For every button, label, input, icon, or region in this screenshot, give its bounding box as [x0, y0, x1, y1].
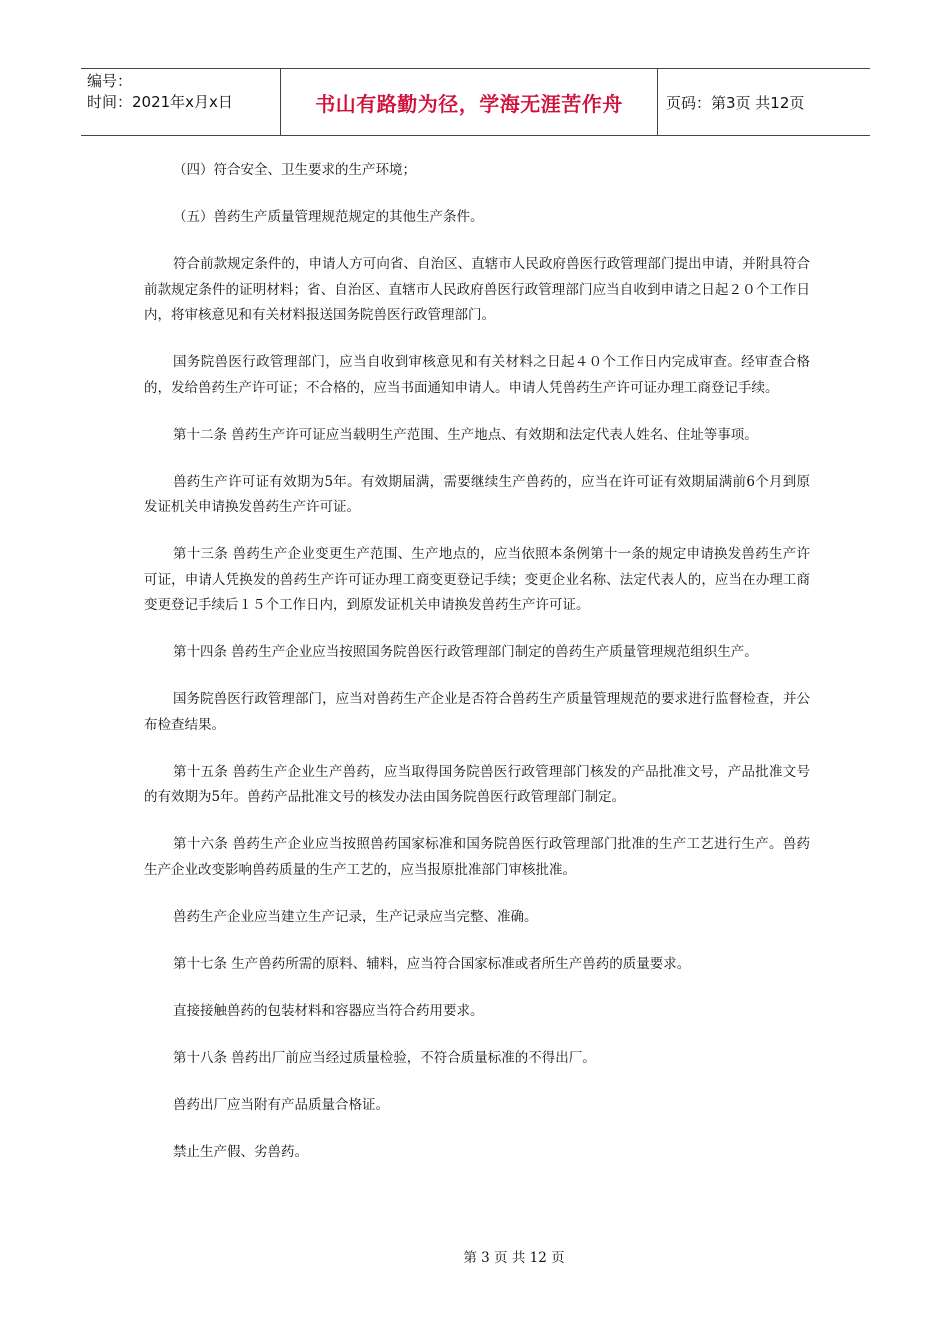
paragraph: 第十八条 兽药出厂前应当经过质量检验，不符合质量标准的不得出厂。 — [173, 1049, 596, 1066]
paragraph: 第十四条 兽药生产企业应当按照国务院兽医行政管理部门制定的兽药生产质量管理规范组织生产。 — [173, 644, 758, 660]
paragraph: 兽药生产许可证有效期为5年。有效期届满，需要继续生产兽药的，应当在许可证有效期届满前6个月到原发证机关申请换发兽药生产许可证。 — [144, 473, 810, 515]
paragraph: （四）符合安全、卫生要求的生产环境； — [173, 162, 416, 178]
header-page-indicator: 页码：第3页 共12页 — [666, 93, 805, 112]
document-time-label: 时间：2021年x月x日 — [87, 93, 233, 111]
document-body — [144, 158, 810, 1187]
paragraph: 直接接触兽药的包装材料和容器应当符合药用要求。 — [173, 1002, 484, 1019]
footer-page-number: 第 3 页 共 12 页 — [463, 1250, 565, 1266]
page-footer — [0, 1246, 950, 1266]
paragraph: 国务院兽医行政管理部门，应当对兽药生产企业是否符合兽药生产质量管理规范的要求进行监督检查，并公布检查结果。 — [144, 691, 810, 733]
paragraph: 第十七条 生产兽药所需的原料、辅料，应当符合国家标准或者所生产兽药的质量要求。 — [173, 955, 691, 972]
paragraph: 第十五条 兽药生产企业生产兽药，应当取得国务院兽医行政管理部门核发的产品批准文号，产品批准文号的有效期为5年。兽药产品批准文号的核发办法由国务院兽医行政管理部门制定。 — [144, 763, 810, 805]
page-header — [81, 68, 870, 136]
paragraph: 第十二条 兽药生产许可证应当载明生产范围、生产地点、有效期和法定代表人姓名、住址等事项。 — [173, 426, 758, 443]
paragraph: 禁止生产假、劣兽药。 — [173, 1143, 308, 1160]
paragraph: 第十六条 兽药生产企业应当按照兽药国家标准和国务院兽医行政管理部门批准的生产工艺进行生产。兽药生产企业改变影响兽药质量的生产工艺的，应当报原批准部门审核批准。 — [144, 836, 810, 878]
paragraph: 国务院兽医行政管理部门，应当自收到审核意见和有关材料之日起４０个工作日内完成审查。经审查合格的，发给兽药生产许可证；不合格的，应当书面通知申请人。申请人凭兽药生产许可证办理工商登记手续。 — [144, 354, 810, 396]
paragraph: 第十三条 兽药生产企业变更生产范围、生产地点的，应当依照本条例第十一条的规定申请换发兽药生产许可证，申请人凭换发的兽药生产许可证办理工商变更登记手续；变更企业名称、法定代表人的，应当在办理工商变更登记手续后１５个工作日内，到原发证机关申请换发兽药生产许可证。 — [144, 546, 810, 613]
header-meta — [81, 69, 281, 135]
document-number-label: 编号： — [87, 72, 133, 90]
paragraph: 兽药出厂应当附有产品质量合格证。 — [173, 1096, 389, 1113]
paragraph: 兽药生产企业应当建立生产记录，生产记录应当完整、准确。 — [173, 908, 538, 925]
paragraph: 符合前款规定条件的，申请人方可向省、自治区、直辖市人民政府兽医行政管理部门提出申请，并附具符合前款规定条件的证明材料；省、自治区、直辖市人民政府兽医行政管理部门应当自收到申请之日起２０个工作日内，将审核意见和有关材料报送国务院兽医行政管理部门。 — [144, 256, 810, 323]
paragraph: （五）兽药生产质量管理规范规定的其他生产条件。 — [173, 209, 484, 225]
header-motto: 书山有路勤为径，学海无涯苦作舟 — [281, 69, 658, 135]
